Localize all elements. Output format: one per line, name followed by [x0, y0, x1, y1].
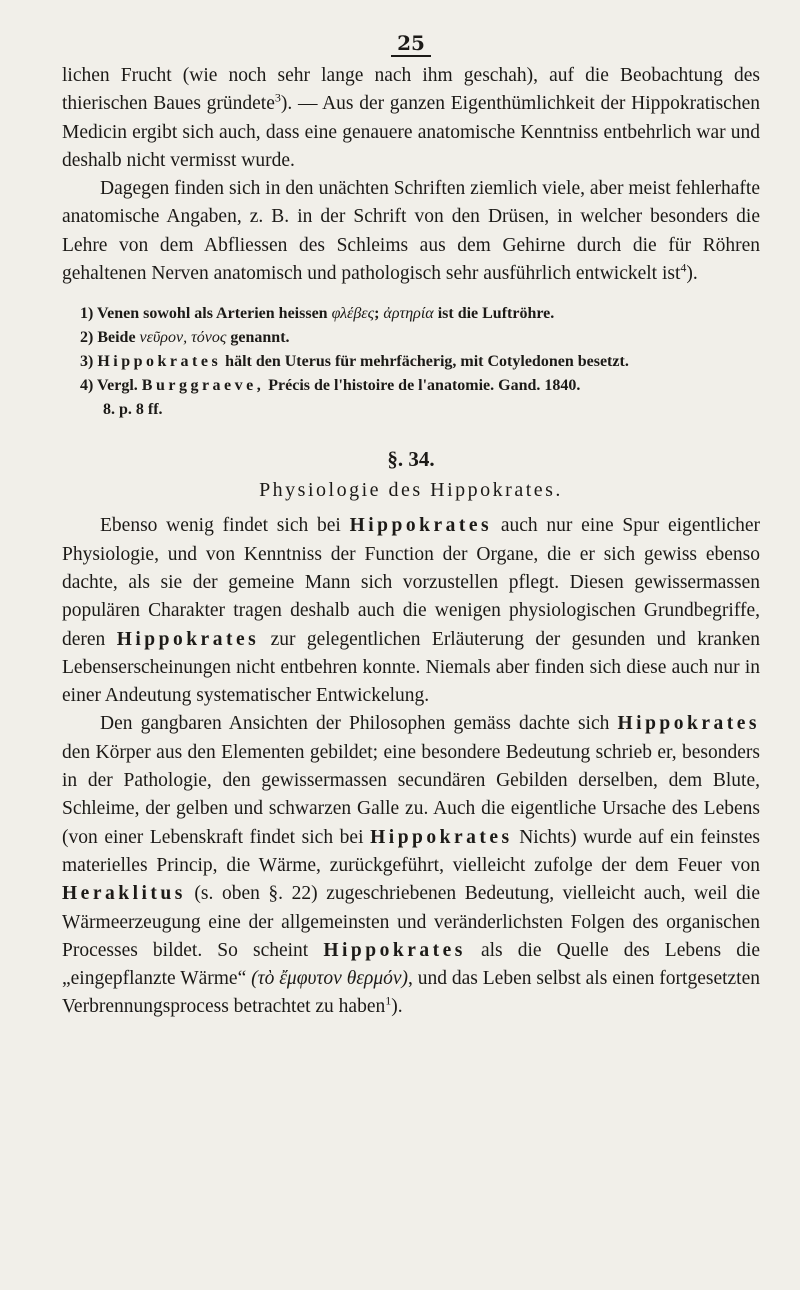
section-number: §. 34. [387, 447, 435, 472]
paragraph-4: Den gangbaren Ansichten der Philosophen gemäss dachte sich Hippokrates den Körper aus den Elementen gebildet; eine besondere Bedeutung schrieb er, besonders in der Pathologie, den gewissermassen secundären Gebilden derselben, dem Blute, Schleime, der gelben und schwarzen Galle zu. Auch die eigentliche Ursache des Lebens (von einer Lebenskraft findet sich bei Hippokrates Nichts) wurde auf ein feinstes materielles Princip, die Wärme, zurückgeführt, vielleicht zufolge der dem Feuer von Heraklitus (s. oben §. 22) zugeschriebenen Bedeutung, vielleicht auch, weil die Wärmeerzeugung eine der allgemeinsten und veränderlichsten Folgen des organischen Processes bildet. So scheint Hippokrates als die Quelle des Lebens die „eingepflanzte Wärme“ (τὸ ἔμφυτον θερμόν), und das Leben selbst als einen fortgesetzten Verbrennungsprocess betrachtet zu haben$^1$). [62, 713, 761, 1018]
footnotes [62, 302, 760, 422]
paragraph-3: Ebenso wenig findet sich bei Hippokrates auch nur eine Spur eigentlicher Physiologie, und von Kenntniss der Function der Organe, die er sich gewiss ebenso dachte, als sie der gemeine Mann sich vorzustellen pflegt. Diesen gewissermassen populären Charakter tragen deshalb auch die wenigen physiologischen Grundbegriffe, deren Hippokrates zur gelegentlichen Erläuterung der gesunden und kranken Lebenserscheinungen nicht entbehren konnte. Niemals aber finden sich diese auch nur in einer Andeutung systematischer Entwickelung. [62, 515, 761, 707]
paragraph-1: lichen Frucht (wie noch sehr lange nach ihm geschah), auf die Beobachtung des thierischen Baues gründete$^3$). — Aus der ganzen Eigenthümlichkeit der Hippokratischen Medicin ergibt sich auch, dass eine genauere anatomische Kenntniss entbehrlich war und deshalb nicht vermisst wurde. [62, 65, 760, 171]
footnote-3: 3) Hippokrates hält den Uterus für mehrfächerig, mit Cotyledonen besetzt. [80, 353, 629, 371]
section-title: Physiologie des Hippokrates. [259, 479, 563, 502]
footnote-ref-1: 1 [385, 993, 392, 1008]
footnote-1: 1) Venen sowohl als Arterien heissen φλέβες; ἀρτηρία ist die Luftröhre. [80, 305, 555, 323]
footnote-ref-3: 3 [274, 90, 281, 105]
footnote-ref-4: 4 [680, 260, 687, 275]
footnote-2: 2) Beide νεῦρον, τόνος genannt. [80, 329, 290, 347]
page-number: 25 [62, 28, 760, 62]
footnote-4: 4) Vergl. Burggraeve, Précis de l'histoire de l'anatomie. Gand. 1840. 8. p. 8 ff. [80, 377, 581, 419]
paragraph-2: Dagegen finden sich in den unächten Schriften ziemlich viele, aber meist fehlerhafte anatomische Angaben, z. B. in der Schrift von den Drüsen, in welcher besonders die Lehre von dem Abfliessen des Schleims aus dem Gehirne durch die für Röhren gehaltenen Nerven anatomisch und pathologisch sehr ausführlich entwickelt ist$^4$). [62, 178, 760, 285]
